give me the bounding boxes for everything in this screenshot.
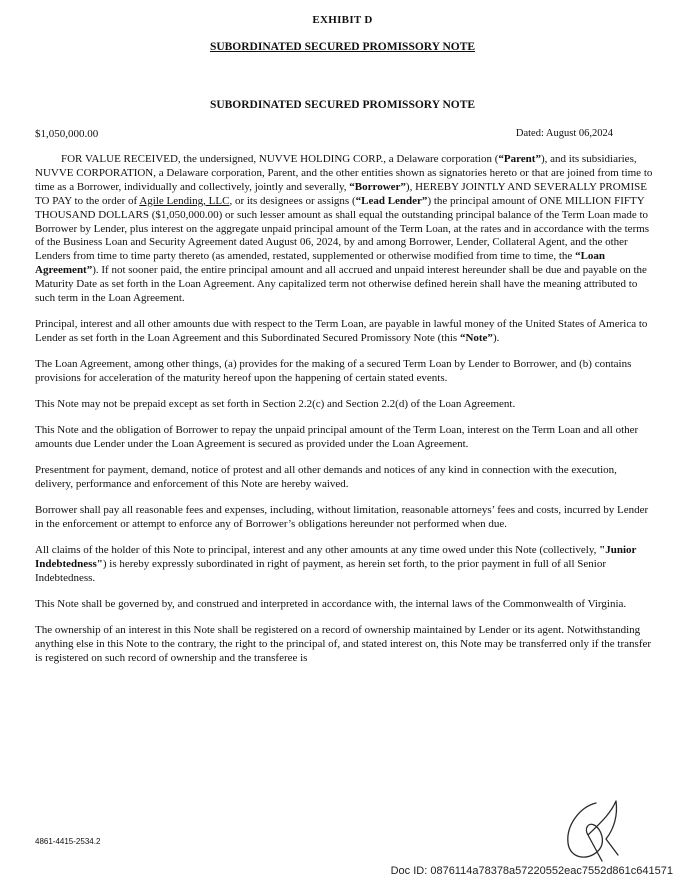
defined-term-parent: “Parent” xyxy=(498,153,541,165)
paragraph-fees: Borrower shall pay all reasonable fees and expenses, including, without limitation, reasonable attorneys’ fees and costs, incurred by Lender in the enforcement or attempt to enforce any of Borrower’s obligations hereunder not performed when due. xyxy=(35,504,649,531)
note-body xyxy=(35,153,657,678)
document-number: 4861-4415-2534.2 xyxy=(35,837,101,846)
paragraph-value-received: FOR VALUE RECEIVED, the undersigned, NUVVE HOLDING CORP., a Delaware corporation (“Parent”), and its subsidiaries, NUVVE CORPORATION, a Delaware corporation, Parent, and the other entities shown as signatories hereto or that are joined from time to time as a Borrower, individually and collectively, jointly and severally, “Borrower”), HEREBY JOINTLY AND SEVERALLY PROMISE TO PAY to the order of Agile Lending, LLC, or its designees or assigns (“Lead Lender”) the principal amount of ONE MILLION FIFTY THOUSAND DOLLARS ($1,050,000.00) or such lesser amount as shall equal the outstanding principal balance of the Term Loan made to Borrower by Lender, plus interest on the aggregate unpaid principal amount of the Term Loan, at the rates and in accordance with the terms of the Business Loan and Security Agreement dated August 06, 2024, by and among Borrower, Lender, Collateral Agent, and the other Lenders from time to time party thereto (as amended, restated, supplemented or otherwise modified from time to time, the “Loan Agreement”). If not sooner paid, the entire principal amount and all accrued and unpaid interest hereunder shall be due and payable on the Maturity Date as set forth in the Loan Agreement. Any capitalized term not otherwise defined herein shall have the meaning attributed to such term in the Loan Agreement. xyxy=(35,153,653,305)
defined-term-loan-agreement: “Loan Agreement” xyxy=(35,250,606,277)
paragraph-payment: Principal, interest and all other amounts due with respect to the Term Loan, are payable in lawful money of the United States of America to Lender as set forth in the Loan Agreement and this Subordinated Secured Promissory Note (this “Note”). xyxy=(35,318,648,345)
paragraph-ownership: The ownership of an interest in this Note shall be registered on a record of ownership maintained by Lender or its agent. Notwithstanding anything else in this Note to the contrary, the right to the principal of, and stated interest on, this Note may be transferred only if the transfer is registered on such record of ownership and the transferee is xyxy=(35,624,652,665)
note-title: SUBORDINATED SECURED PROMISSORY NOTE xyxy=(209,99,476,111)
defined-term-lead-lender: “Lead Lender” xyxy=(355,194,428,207)
defined-term-note: “Note” xyxy=(459,332,493,345)
exhibit-label: EXHIBIT D xyxy=(312,14,373,26)
paragraph-waiver: Presentment for payment, demand, notice of protest and all other demands and notices of any kind in connection with the execution, delivery, performance and enforcement of this Note are hereby waived. xyxy=(35,464,617,491)
date-line: Dated: August 06,2024 xyxy=(515,128,613,139)
paragraph-governing-law: This Note shall be governed by, and construed and interpreted in accordance with, the internal laws of the Commonwealth of Virginia. xyxy=(35,598,627,611)
handwritten-initials-icon xyxy=(558,795,638,867)
paragraph-prepayment: This Note may not be prepaid except as set forth in Section 2.2(c) and Section 2.2(d) of the Loan Agreement. xyxy=(35,398,516,411)
defined-term-junior-indebtedness: "Junior Indebtedness" xyxy=(35,544,637,571)
paragraph-security: This Note and the obligation of Borrower to repay the unpaid principal amount of the Term Loan, interest on the Term Loan and all other amounts due Lender under the Loan Agreement is secured as provided under the Loan Agreement. xyxy=(35,424,639,451)
doc-id: Doc ID: 0876114a78378a57220552eac7552d861c641571 xyxy=(390,865,673,877)
paragraph-loan-agreement: The Loan Agreement, among other things, (a) provides for the making of a secured Term Loan by Lender to Borrower, and (b) contains provisions for acceleration of the maturity hereof upon the happening of certain stated events. xyxy=(35,358,632,385)
lender-name: Agile Lending, LLC xyxy=(139,194,230,207)
document-title-underlined: SUBORDINATED SECURED PROMISSORY NOTE xyxy=(209,41,476,53)
principal-amount: $1,050,000.00 xyxy=(35,128,99,140)
defined-term-borrower: “Borrower” xyxy=(349,180,406,193)
paragraph-subordination: All claims of the holder of this Note to principal, interest and any other amounts at any time owed under this Note (collectively, "Junior Indebtedness") is hereby expressly subordinated in right of payment, as herein set forth, to the prior payment in full of all Senior Indebtedness. xyxy=(35,544,637,585)
